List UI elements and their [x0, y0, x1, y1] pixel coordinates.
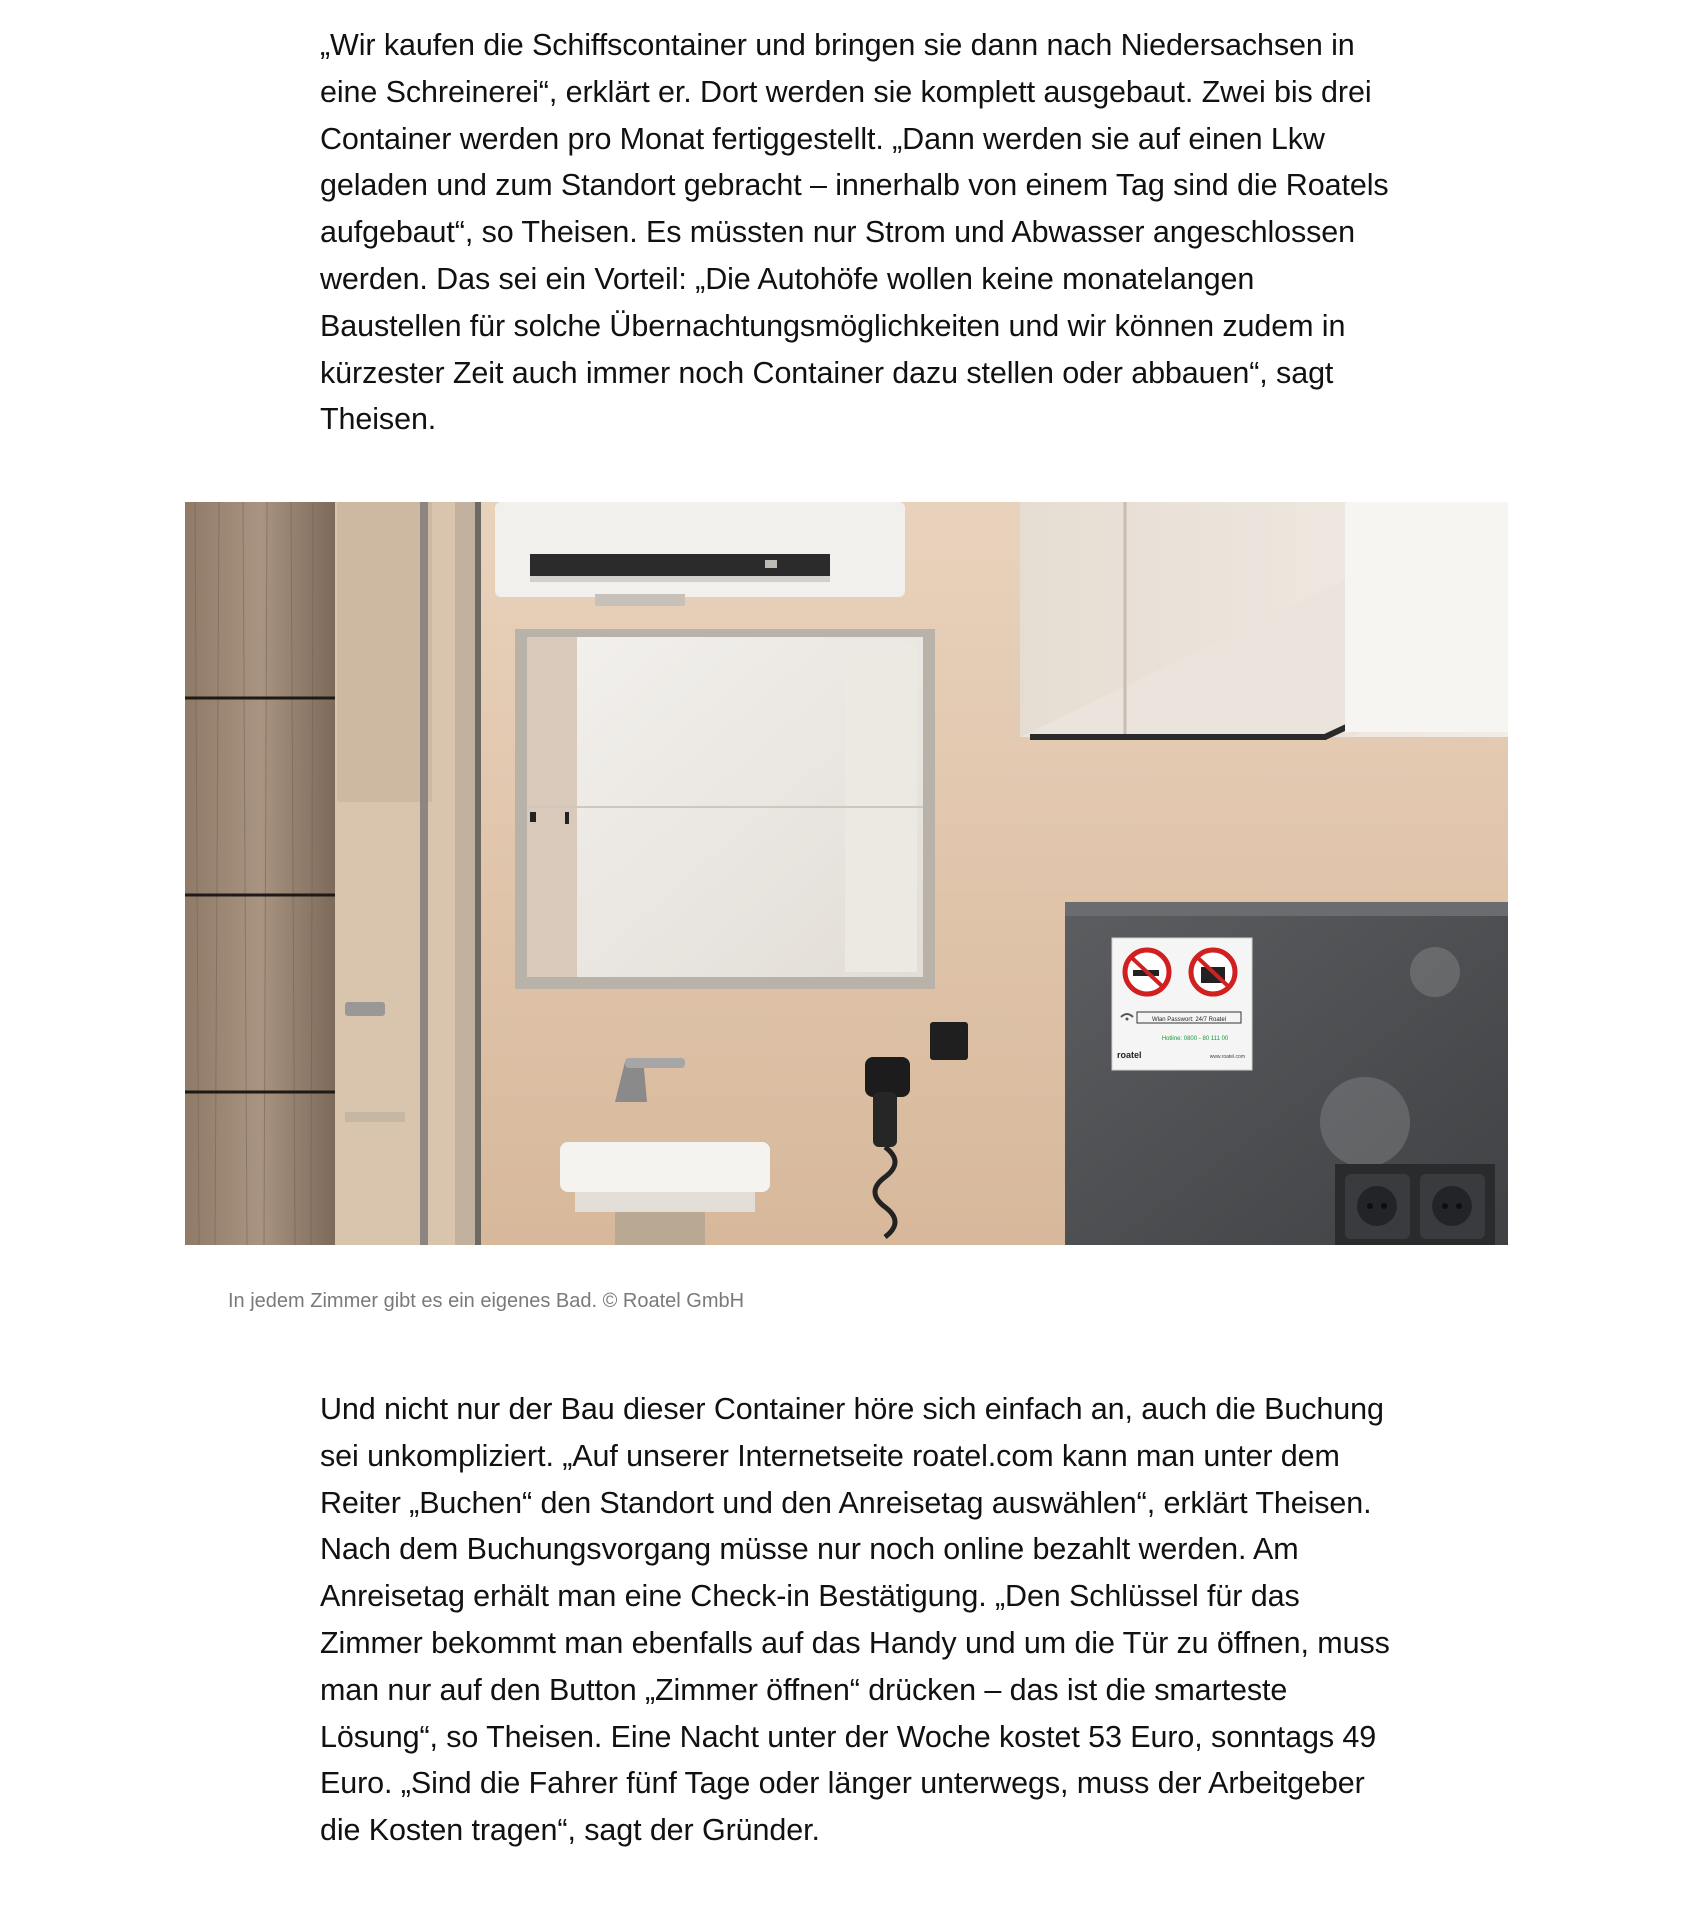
svg-text:roatel: roatel: [1117, 1050, 1142, 1060]
photo-caption: In jedem Zimmer gibt es ein eigenes Bad. © Roatel GmbH: [228, 1290, 745, 1312]
shower-glass-frame: [420, 502, 428, 1245]
safety-sign: [1112, 938, 1252, 1070]
article-photo-bathroom: [185, 502, 1508, 1245]
svg-text:Wlan Passwort: 24/7 Roatel: Wlan Passwort: 24/7 Roatel: [1151, 1017, 1227, 1023]
no-smoking-icon: [1125, 950, 1169, 994]
shower-valve: [345, 1002, 385, 1016]
article-paragraph-1: „Wir kaufen die Schiffscontainer und bringen sie dann nach Niedersachsen in eine Schreinerei“, erklärt er. Dort werden sie komplett ausgebaut. Zwei bis drei Container werden pro Monat fertiggestellt. „Dann werden sie auf einen Lkw geladen und zum Standort gebracht – innerhalb von einem Tag sind die Roatels aufgebaut“, so Theisen. Es müssten nur Strom und Abwasser angeschlossen werden. Das sei ein Vorteil: „Die Autohöfe wollen keine monatelangen Baustellen für solche Übernachtungsmöglichkeiten und wir können zudem in kürzester Zeit auch immer noch Container dazu stellen oder abbauen“, sagt Theisen.: [320, 28, 1389, 437]
no-cooking-icon: [1191, 950, 1235, 994]
svg-text:Hotline: 0800 - 80 111 00: Hotline: 0800 - 80 111 00: [1161, 1036, 1229, 1042]
mirror: [515, 629, 935, 989]
power-sockets: [1335, 1164, 1495, 1245]
wall-cabinet: [1020, 502, 1508, 737]
light-switch: [930, 1022, 968, 1060]
air-conditioner: [495, 502, 905, 597]
article-paragraph-2: Und nicht nur der Bau dieser Container höre sich einfach an, auch die Buchung sei unkompliziert. „Auf unserer Internetseite roatel.com kann man unter dem Reiter „Buchen“ den Standort und den Anreisetag auswählen“, erklärt Theisen. Nach dem Buchungsvorgang müsse nur noch online bezahlt werden. Am Anreisetag erhält man eine Check-in Bestätigung. „Den Schlüssel für das Zimmer bekommt man ebenfalls auf das Handy und um die Tür zu öffnen, muss man nur auf den Button „Zimmer öffnen“ drücken – das ist die smarteste Lösung“, so Theisen. Eine Nacht unter der Woche kostet 53 Euro, sonntags 49 Euro. „Sind die Fahrer fünf Tage oder länger unterwegs, muss der Arbeitgeber die Kosten tragen“, sagt der Gründer.: [320, 1392, 1390, 1848]
svg-text:www.roatel.com: www.roatel.com: [1209, 1054, 1245, 1060]
